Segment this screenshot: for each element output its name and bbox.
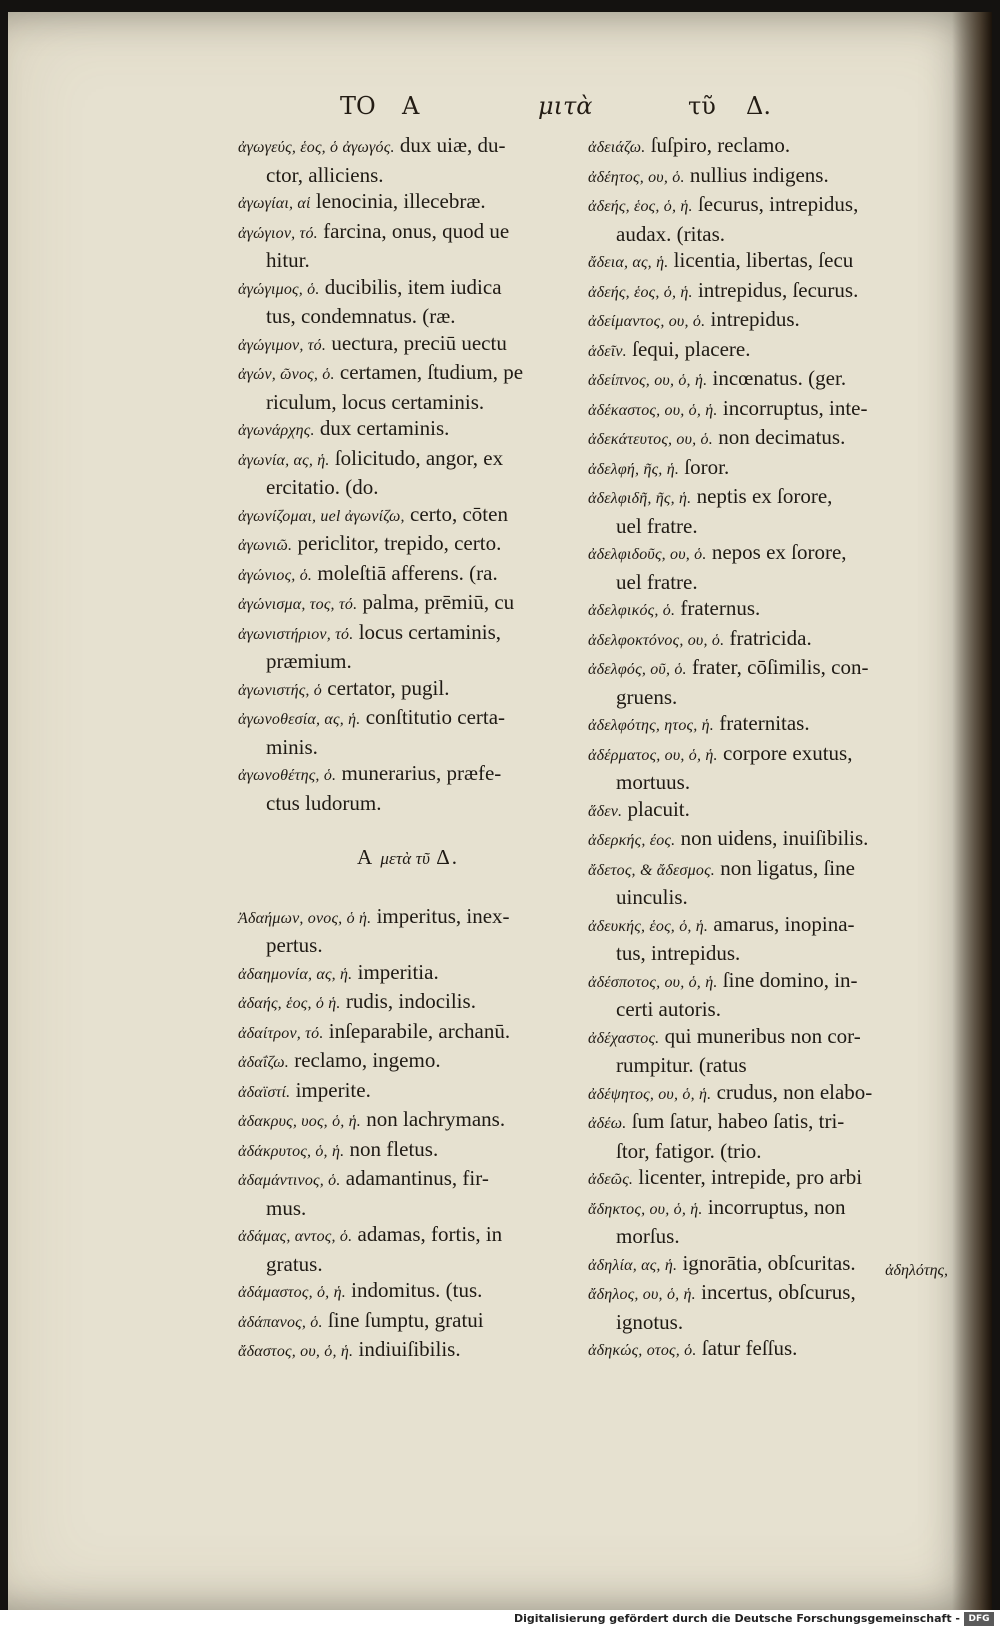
latin-gloss: ſuſpiro, reclamo. [650, 133, 791, 157]
section-end-letter: Δ. [436, 845, 459, 869]
running-header [270, 92, 830, 128]
dictionary-entry [238, 1018, 578, 1048]
right-column [588, 132, 933, 1365]
latin-gloss-continuation: riculum, locus certaminis. [266, 389, 485, 414]
latin-gloss: qui muneribus non cor- [664, 1023, 861, 1048]
latin-gloss-continuation: ctor, alliciens. [266, 162, 384, 187]
dictionary-entry [238, 959, 578, 989]
greek-headword: ἀδακρυς, υος, ὁ, ἡ. [238, 1113, 362, 1130]
greek-headword: ἀδελφός, οῦ, ὁ. [588, 661, 687, 678]
dictionary-entry [588, 625, 933, 655]
latin-gloss: non ligatus, ſine [720, 855, 855, 880]
dictionary-entry [238, 619, 578, 675]
footer-bar [0, 1610, 1000, 1630]
dictionary-entry [588, 162, 933, 192]
latin-gloss: fraternitas. [719, 711, 810, 735]
latin-gloss: licentia, libertas, ſecu [673, 248, 854, 272]
latin-gloss: locus certaminis, [358, 619, 502, 644]
latin-gloss-continuation: ercitatio. (do. [266, 475, 379, 499]
latin-gloss: palma, prēmiū, cu [362, 590, 515, 614]
latin-gloss: ducibilis, item iudica [324, 274, 502, 299]
latin-gloss: ſoror. [684, 454, 730, 479]
dictionary-entry [588, 336, 933, 366]
latin-gloss: licenter, intrepide, pro arbi [638, 1165, 863, 1189]
dictionary-entry [238, 675, 578, 705]
header-left-letter: A [402, 92, 420, 120]
latin-gloss: inſeparabile, archanū. [328, 1018, 511, 1043]
latin-gloss: adamas, fortis, in [357, 1222, 503, 1246]
dictionary-entry [588, 454, 933, 484]
dictionary-entry [588, 1023, 933, 1079]
greek-headword: ἀδέψητος, ου, ὁ, ἡ. [588, 1085, 712, 1103]
latin-gloss: nepos ex ſorore, [711, 540, 847, 564]
latin-gloss: fraternus. [680, 596, 761, 620]
latin-gloss: periclitor, trepido, certo. [297, 531, 502, 555]
greek-headword: ἀγών, ῶνος, ὁ. [238, 366, 335, 383]
greek-headword: ἀδελφιδοῦς, ου, ὁ. [588, 546, 707, 563]
latin-gloss-continuation: mortuus. [616, 770, 691, 794]
latin-gloss: imperitus, inex- [376, 903, 510, 928]
latin-gloss: conſtitutio certa- [365, 705, 506, 729]
dictionary-entry [588, 710, 933, 740]
greek-headword: ἀδελφιδῆ, ῆς, ἡ. [588, 490, 692, 507]
page-spine-shadow [952, 12, 992, 1610]
dictionary-entry [588, 539, 933, 595]
dictionary-entry [238, 1047, 578, 1077]
dictionary-entry [588, 247, 933, 277]
greek-headword: ἀδεής, ἑος, ὁ, ἡ. [588, 198, 693, 215]
latin-gloss: intrepidus. [710, 307, 800, 331]
latin-gloss: ſine domino, in- [722, 967, 858, 992]
greek-headword: ἀδέρματος, ου, ὁ, ἡ. [588, 746, 718, 764]
latin-gloss-continuation: pertus. [266, 933, 323, 957]
dictionary-entry [588, 796, 933, 826]
dictionary-entry [238, 760, 578, 816]
dictionary-entry [588, 191, 933, 247]
latin-gloss: ſequi, placere. [632, 336, 751, 361]
dictionary-entry [588, 365, 933, 395]
dictionary-entry [588, 1279, 933, 1335]
greek-headword: ἀδηλία, ας, ἡ. [588, 1256, 678, 1274]
greek-headword: ἀγωνάρχης. [238, 422, 315, 439]
latin-gloss-continuation: uinculis. [616, 885, 688, 909]
greek-headword: ἀδαημονία, ας, ἡ. [238, 965, 353, 983]
greek-headword: ἀγώνιος, ὁ. [238, 566, 313, 584]
latin-gloss-continuation: hitur. [266, 248, 310, 272]
greek-headword: ἅδεν. [588, 802, 623, 820]
latin-gloss: fratricida. [729, 625, 812, 650]
greek-headword: ἀδέητος, ου, ὁ. [588, 168, 685, 186]
greek-headword: ἀδελφικός, ὁ. [588, 602, 676, 619]
header-middle: μιτὰ [538, 92, 593, 120]
latin-gloss-continuation: rumpitur. (ratus [616, 1053, 747, 1077]
latin-gloss: lenocinia, illecebræ. [315, 189, 486, 213]
dictionary-entry [588, 1164, 933, 1194]
dictionary-entry [238, 903, 578, 959]
dictionary-entry [238, 274, 578, 330]
header-right-letter: Δ. [746, 92, 771, 120]
greek-headword: ἀδεκάτευτος, ου, ὁ. [588, 431, 713, 448]
greek-headword: ἀδειάζω. [588, 139, 646, 156]
latin-gloss-continuation: audax. (ritas. [616, 221, 726, 246]
greek-headword: ἀδαμάντινος, ὁ. [238, 1172, 341, 1189]
dictionary-entry [238, 589, 578, 619]
section-letter: A [357, 845, 374, 869]
dictionary-entry [588, 1108, 933, 1164]
greek-headword: ἀδελφοκτόνος, ου, ὁ. [588, 631, 725, 649]
latin-gloss: incorruptus, inte- [722, 395, 868, 420]
greek-headword: ἀγωγεύς, ἑος, ὁ ἀγωγός. [238, 139, 395, 156]
dictionary-entry [238, 501, 578, 531]
latin-gloss-continuation: tus, condemnatus. (ræ. [266, 304, 456, 328]
dictionary-entry [238, 1106, 578, 1136]
greek-headword: ἀδαΐζω. [238, 1054, 289, 1071]
latin-gloss: frater, cōſimilis, con- [692, 655, 869, 679]
dictionary-entry [238, 1221, 578, 1277]
latin-gloss-continuation: ſtor, fatigor. (trio. [616, 1138, 762, 1163]
dictionary-entry [588, 277, 933, 307]
latin-gloss: neptis ex ſorore, [696, 484, 833, 508]
greek-headword: ἀδευκής, ἑος, ὁ, ἡ. [588, 917, 709, 935]
dictionary-entry [588, 395, 933, 425]
greek-headword: ἀγώγιμον, τό. [238, 336, 327, 354]
dictionary-entry [238, 1165, 578, 1221]
greek-headword: ἀδεῶς. [588, 1171, 634, 1188]
latin-gloss: adamantinus, fir- [345, 1166, 489, 1190]
greek-headword: ἀδάπανος, ὁ. [238, 1313, 323, 1331]
dictionary-entry [588, 967, 933, 1023]
greek-headword: ἀγωνοθεσία, ας, ἡ. [238, 711, 361, 728]
greek-headword: ἁδεῖν. [588, 342, 627, 360]
dictionary-entry [588, 424, 933, 454]
greek-headword: ἀδάμας, αντος, ὁ. [238, 1228, 353, 1245]
dictionary-entry [588, 306, 933, 336]
greek-headword: ἀγώνισμα, τος, τό. [238, 596, 358, 613]
latin-gloss-continuation: mus. [266, 1195, 307, 1220]
greek-headword: ἄδηλος, ου, ὁ, ἡ. [588, 1286, 696, 1303]
greek-headword: ἀδελφή, ῆς, ἡ. [588, 460, 680, 478]
latin-gloss: indiuiſibilis. [358, 1337, 461, 1361]
dfg-logo: DFG [964, 1612, 994, 1626]
greek-headword: ἀδαϊστί. [238, 1083, 291, 1101]
latin-gloss: ſine ſumptu, gratui [327, 1307, 484, 1332]
latin-gloss: certamen, ſtudium, pe [339, 360, 524, 384]
greek-headword: ἀγωνοθέτης, ὁ. [238, 767, 337, 784]
greek-headword: ἄδετος, & ἄδεσμος. [588, 861, 715, 879]
greek-headword: ἀγωνιστής, ὁ [238, 681, 322, 699]
latin-gloss: non fletus. [349, 1136, 439, 1161]
greek-headword: ἄδαστος, ου, ὁ, ἡ. [238, 1343, 354, 1360]
latin-gloss: non uidens, inuiſibilis. [680, 826, 869, 850]
dictionary-entry [238, 188, 578, 218]
dictionary-entry [588, 483, 933, 539]
latin-gloss: imperitia. [357, 959, 439, 984]
dictionary-entry [238, 330, 578, 360]
latin-gloss: crudus, non elabo- [716, 1079, 873, 1104]
greek-headword: ἀγώγιον, τό. [238, 224, 318, 242]
dictionary-entry [588, 740, 933, 796]
dictionary-entry [238, 704, 578, 760]
greek-headword: ἀδέω. [588, 1115, 627, 1132]
dictionary-entry [238, 1336, 578, 1366]
latin-gloss-continuation: certi autoris. [616, 997, 721, 1021]
section-heading [238, 844, 578, 873]
left-column [238, 132, 578, 1366]
dictionary-entry [588, 654, 933, 710]
latin-gloss: incœnatus. (ger. [712, 366, 847, 390]
dictionary-entry [238, 132, 578, 188]
latin-gloss: munerarius, præfe- [341, 761, 502, 785]
greek-headword: ἄδεια, ας, ἡ. [588, 254, 669, 271]
latin-gloss: non lachrymans. [366, 1107, 506, 1131]
latin-gloss-continuation: minis. [266, 734, 318, 759]
dictionary-entry [238, 1277, 578, 1307]
latin-gloss: corpore exutus, [723, 740, 853, 765]
latin-gloss: amarus, inopina- [713, 911, 855, 936]
latin-gloss: non decimatus. [718, 425, 846, 449]
dictionary-entry [588, 1194, 933, 1250]
dictionary-entry [588, 1335, 933, 1365]
latin-gloss-continuation: morſus. [616, 1224, 680, 1248]
latin-gloss: moleſtiā afferens. (ra. [317, 560, 498, 585]
dictionary-entry [588, 911, 933, 967]
greek-headword: ἀγωνίζομαι, uel ἀγωνίζω, [238, 507, 405, 525]
greek-headword: ἀδείπνος, ου, ὁ, ἡ. [588, 372, 708, 389]
latin-gloss: placuit. [627, 796, 690, 821]
latin-gloss: uectura, preciū uectu [331, 330, 507, 355]
latin-gloss-continuation: gruens. [616, 684, 678, 709]
latin-gloss: nullius indigens. [689, 162, 829, 187]
dictionary-entry [588, 825, 933, 855]
greek-headword: ἀδάκρυτος, ὁ, ἡ. [238, 1142, 345, 1160]
latin-gloss: imperite. [295, 1077, 371, 1102]
dictionary-entry [588, 595, 933, 625]
greek-headword: ἀδελφότης, ητος, ἡ. [588, 717, 714, 734]
section-greek: μετὰ τῦ [380, 849, 431, 868]
greek-headword: ἀδερκής, έος. [588, 832, 676, 849]
latin-gloss-continuation: uel fratre. [616, 513, 698, 538]
latin-gloss: dux certaminis. [319, 416, 450, 440]
greek-headword: ἀδέσποτος, ου, ὁ, ἡ. [588, 973, 718, 991]
greek-headword: ἀδαής, ἑος, ὁ ἡ. [238, 995, 341, 1012]
dictionary-entry [238, 445, 578, 501]
latin-gloss: dux uiæ, du- [399, 133, 506, 157]
greek-headword: ἀγωνιῶ. [238, 537, 293, 554]
latin-gloss-continuation: ctus ludorum. [266, 790, 382, 815]
dictionary-entry [588, 132, 933, 162]
dictionary-entry [588, 1250, 933, 1280]
greek-headword: ἀγώγιμος, ὁ. [238, 280, 320, 298]
latin-gloss: reclamo, ingemo. [294, 1048, 441, 1072]
dictionary-entry [238, 218, 578, 274]
latin-gloss: indomitus. (tus. [351, 1278, 483, 1302]
dictionary-entry [238, 1077, 578, 1107]
latin-gloss-continuation: gratus. [266, 1251, 323, 1276]
greek-headword: ἀδέκαστος, ου, ὁ, ἡ. [588, 401, 718, 419]
greek-headword: ἀγωνιστήριον, τό. [238, 625, 354, 643]
greek-headword: ἀδείμαντος, ου, ὁ. [588, 313, 706, 330]
latin-gloss: certator, pugil. [327, 675, 450, 700]
latin-gloss: incorruptus, non [707, 1194, 846, 1219]
greek-headword: ἀδέχαστος. [588, 1029, 660, 1047]
latin-gloss: ignorātia, obſcuritas. [682, 1250, 856, 1275]
greek-headword: ἀδάμαστος, ὁ, ἡ. [238, 1284, 346, 1301]
latin-gloss-continuation: uel fratre. [616, 569, 698, 594]
latin-gloss-continuation: ignotus. [616, 1309, 684, 1334]
latin-gloss: ſecurus, intrepidus, [697, 192, 859, 216]
latin-gloss: ſatur feſſus. [701, 1336, 798, 1360]
latin-gloss: ſolicitudo, angor, ex [334, 445, 504, 470]
greek-headword: ἄδηκτος, ου, ὁ, ἡ. [588, 1200, 703, 1218]
dictionary-entry [238, 359, 578, 415]
greek-headword: ἀδεής, ἑος, ὁ, ἡ. [588, 283, 693, 301]
latin-gloss: farcina, onus, quod ue [323, 218, 510, 243]
footer-credit: Digitalisierung gefördert durch die Deutsche Forschungsgemeinschaft - [513, 1612, 960, 1625]
latin-gloss: certo, cōten [410, 501, 508, 526]
latin-gloss: rudis, indocilis. [345, 989, 476, 1013]
greek-headword: ἀδαίτρον, τό. [238, 1024, 324, 1042]
dictionary-entry [238, 988, 578, 1018]
dictionary-entry [238, 415, 578, 445]
dictionary-entry [588, 1079, 933, 1109]
latin-gloss-continuation: tus, intrepidus. [616, 941, 741, 965]
header-left: TO [340, 92, 376, 120]
dictionary-entry [238, 1136, 578, 1166]
latin-gloss: ſum ſatur, habeo ſatis, tri- [631, 1109, 845, 1133]
header-right: τῦ [688, 92, 716, 120]
catchword: ἀδηλότης, [885, 1262, 948, 1279]
dictionary-entry [588, 855, 933, 911]
latin-gloss: incertus, obſcurus, [701, 1280, 856, 1304]
greek-headword: ἀγωγίαι, αἱ [238, 195, 311, 212]
latin-gloss-continuation: præmium. [266, 649, 352, 673]
dictionary-entry [238, 530, 578, 560]
latin-gloss: intrepidus, ſecurus. [697, 277, 859, 302]
dictionary-entry [238, 560, 578, 590]
dictionary-entry [238, 1307, 578, 1337]
greek-headword: Ἀδαήμων, ονος, ὁ ἡ. [238, 909, 372, 927]
greek-headword: ἀδηκώς, οτος, ὁ. [588, 1342, 697, 1359]
greek-headword: ἀγωνία, ας, ἡ. [238, 451, 330, 469]
